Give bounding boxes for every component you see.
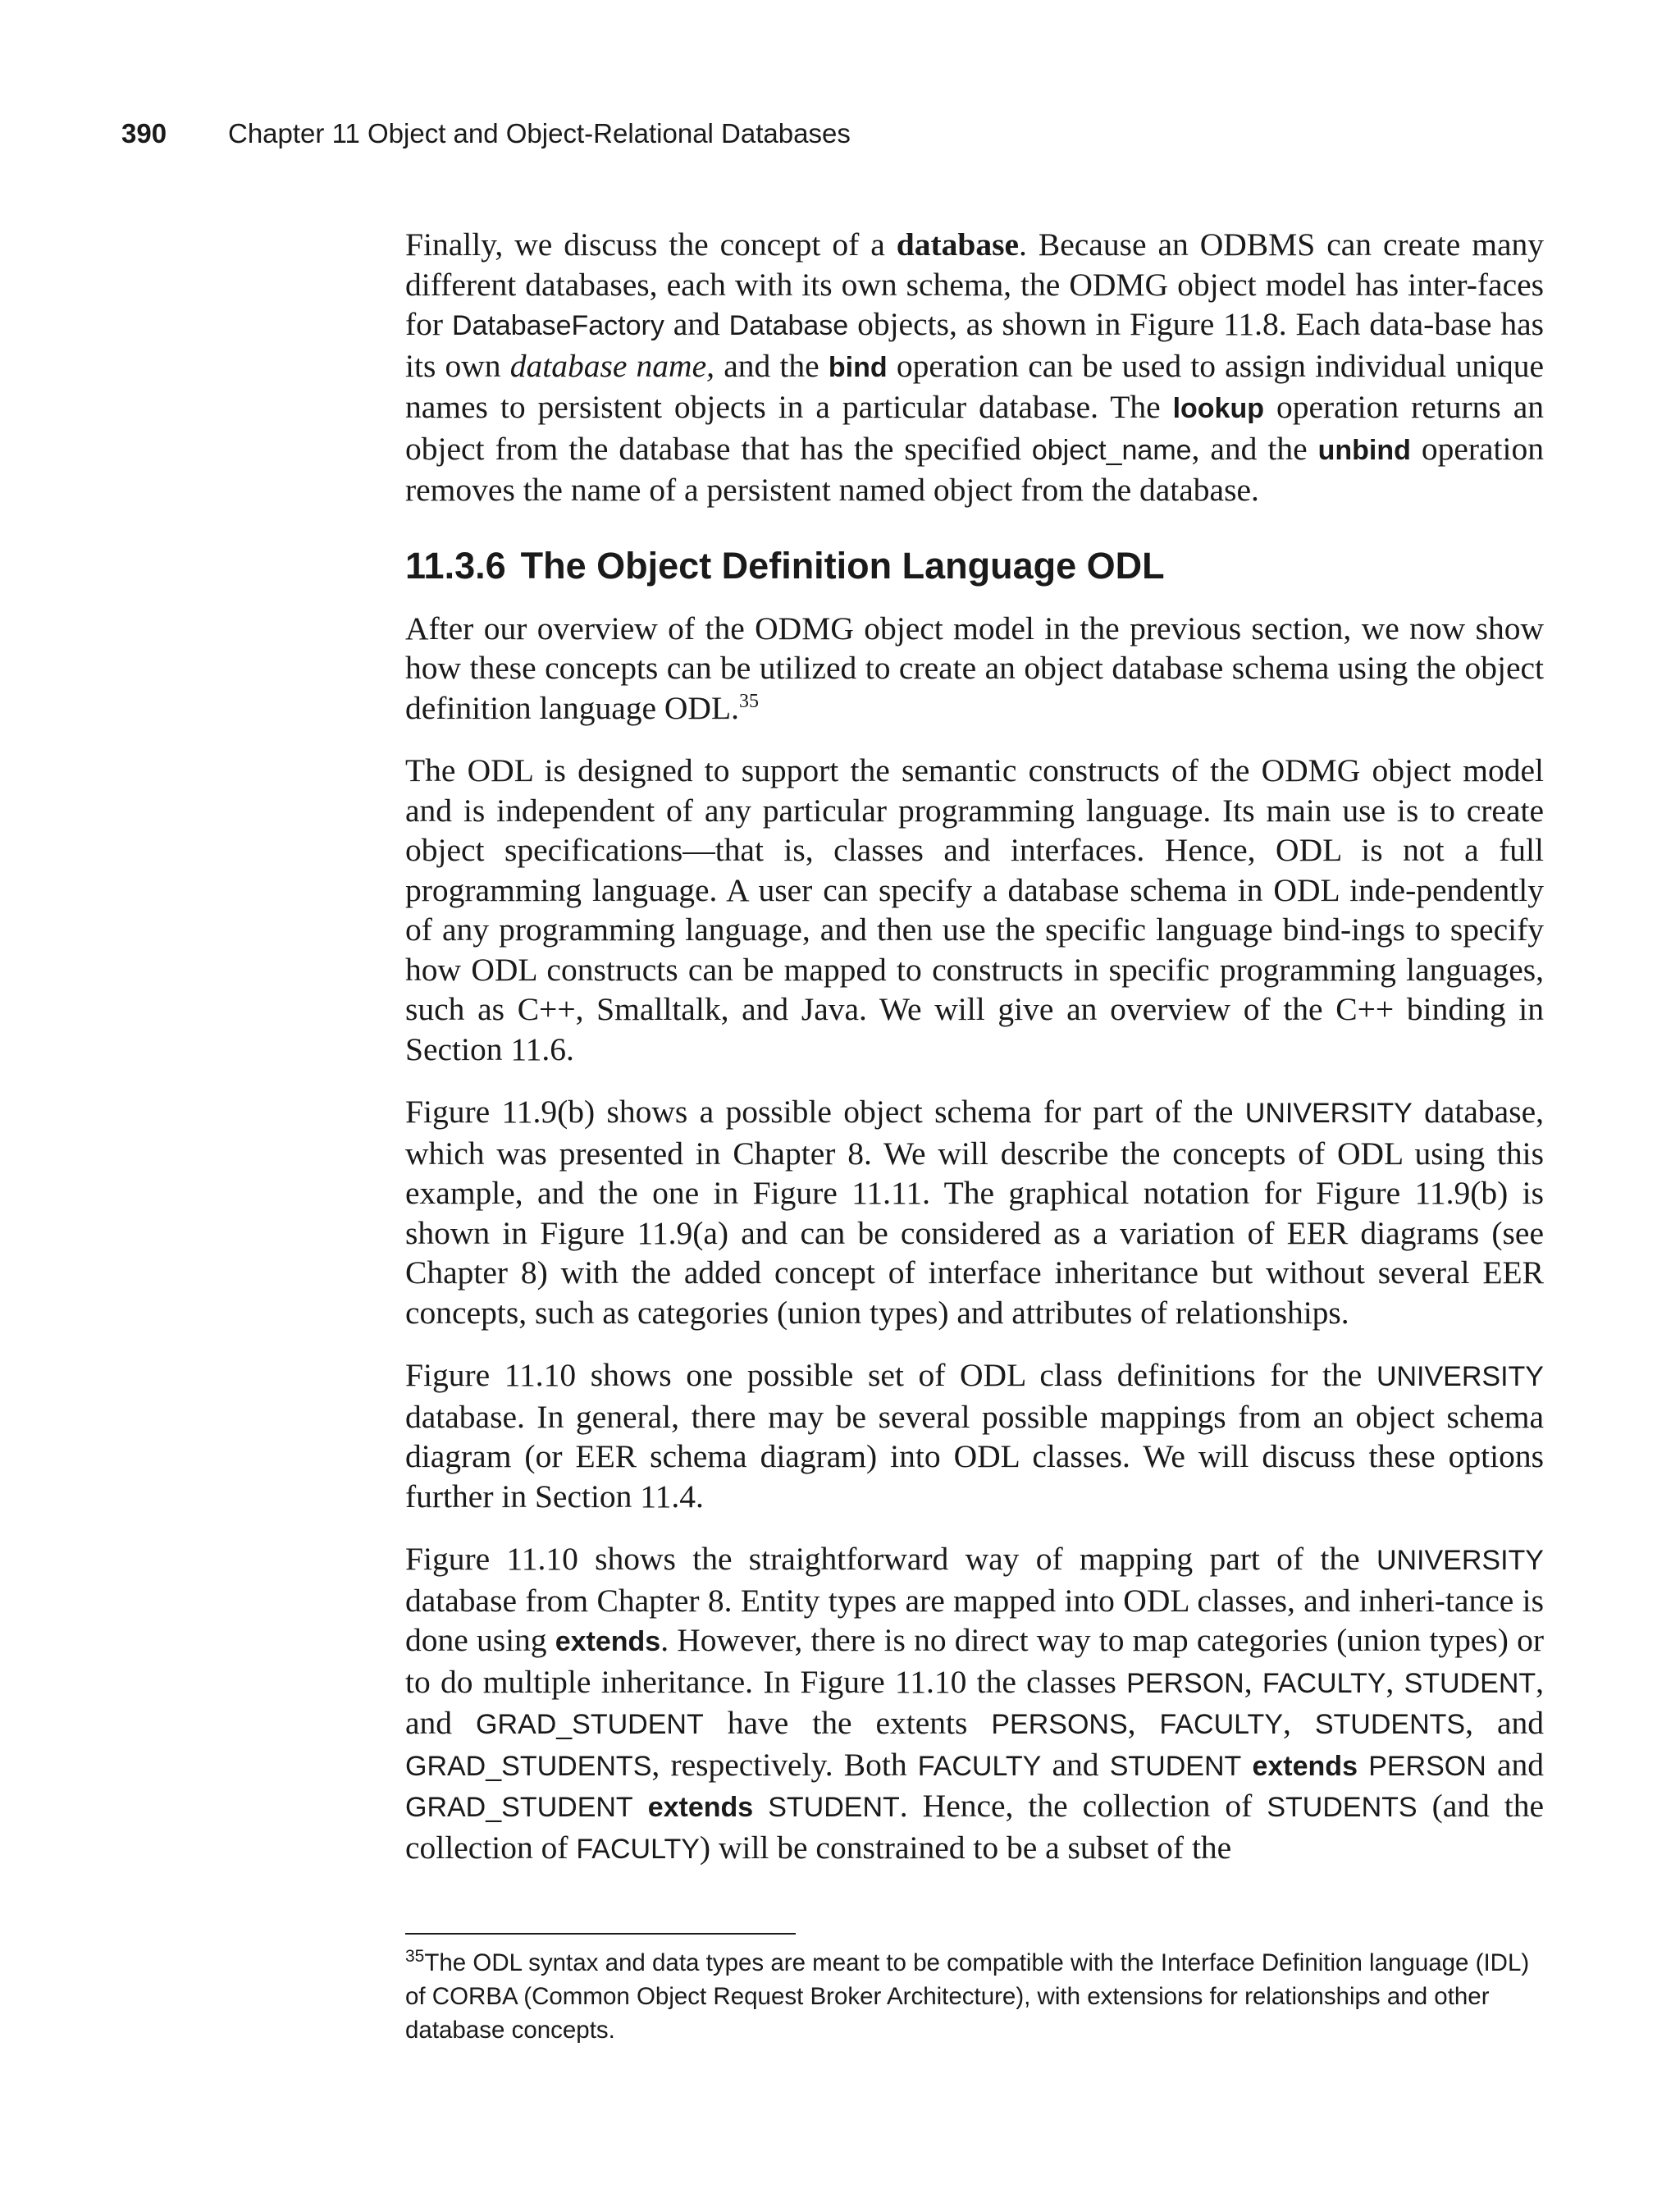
text-run: objects, as shown in Figure 11.8. Each data-base has its own — [405, 306, 1544, 384]
code-extends: extends — [647, 1792, 754, 1823]
code-person: PERSON — [1368, 1750, 1486, 1782]
footnote-rule — [405, 1933, 796, 1935]
text-run: and — [1041, 1746, 1110, 1783]
section-title: The Object Definition Language ODL — [520, 544, 1165, 587]
text-run: . Because an ODBMS can create many different databases, each with its own schema, the ODMG object model has inter-faces for — [405, 226, 1544, 342]
code-object-name: object_name — [1031, 434, 1192, 466]
text-run: , and the — [1191, 430, 1318, 467]
code-unbind: unbind — [1317, 434, 1411, 466]
term-database: database — [896, 226, 1020, 263]
code-lookup: lookup — [1172, 393, 1265, 424]
section-heading — [405, 545, 1544, 587]
text-run: database from Chapter 8. Entity types are mapped into ODL classes, and inheri-tance is done using — [405, 1582, 1544, 1658]
running-header — [121, 118, 851, 151]
footnote-ref: 35 — [738, 690, 759, 712]
main-column — [405, 225, 1544, 1892]
text-run: and — [1486, 1746, 1545, 1783]
code-university: UNIVERSITY — [1244, 1098, 1413, 1129]
code-extends: extends — [555, 1626, 661, 1657]
paragraph-figure-11-9 — [405, 1092, 1544, 1332]
text-run: database. In general, there may be several possible mappings from an object schema diagram (or EER schema diagram) into ODL classes. We will discuss these options further in Section 11.4. — [405, 1398, 1544, 1514]
text-run: ) will be constrained to be a subset of the — [699, 1829, 1232, 1866]
text-run: , and — [405, 1663, 1545, 1741]
text-run: database, which was presented in Chapter 8. We will describe the concepts of ODL using this example, and the one in Figure 11.11. The graphical notation for Figure 11.9(b) is shown in Figure 11.9(a) and can be considered as a variation of EER diagrams (see Chapter 8) with the added concept of interface inheritance but without several EER concepts, such as categories (union types) and attributes of relationships. — [405, 1094, 1544, 1331]
text-run: operation can be used to assign individual unique names to persistent objects in a particular database. The — [405, 347, 1545, 425]
text-run: . Hence, the collection of — [899, 1788, 1267, 1824]
code-grad-student: GRAD_STUDENT — [405, 1792, 633, 1823]
text-run: , — [1283, 1705, 1315, 1741]
paragraph-figure-11-10-a — [405, 1355, 1544, 1516]
code-bind: bind — [828, 351, 888, 383]
text-run: , — [1127, 1705, 1160, 1741]
code-database: Database — [728, 310, 849, 341]
text-run: . However, there is no direct way to map categories (union types) or to do multiple inheritance. In Figure 11.10 the classes — [405, 1622, 1544, 1700]
code-persons: PERSONS — [991, 1709, 1128, 1740]
code-faculty: FACULTY — [1262, 1667, 1386, 1699]
code-student: STUDENT — [1109, 1750, 1242, 1782]
text-run: , — [1244, 1663, 1262, 1700]
term-database-name: database name, — [509, 347, 714, 384]
paragraph-odl-design: The ODL is designed to support the semantic constructs of the ODMG object model and is independent of any particular programming language. Its main use is to create object specifications—that is, classes and interfaces. Hence, ODL is not a full programming language. A user can specify a database schema in ODL inde-pendently of any programming language, and then use the specific language bind-ings to specify how ODL constructs can be mapped to constructs in specific programming languages, such as C++, Smalltalk, and Java. We will give an overview of the C++ binding in Section 11.6. — [405, 752, 1544, 1067]
text-run: and — [664, 306, 729, 342]
code-person: PERSON — [1126, 1667, 1244, 1699]
code-student: STUDENT — [1404, 1667, 1536, 1699]
footnote-text: The ODL syntax and data types are meant to be compatible with the Interface Definition language (IDL) of CORBA (Common Object Request Broker Architecture), with extensions for relationships and other database concepts. — [405, 1949, 1530, 2044]
code-student: STUDENT — [768, 1792, 900, 1823]
text-run: operation removes the name of a persistent named object from the database. — [405, 430, 1544, 508]
text-run: , — [1386, 1663, 1404, 1700]
code-faculty: FACULTY — [576, 1833, 700, 1865]
paragraph-figure-11-10-b — [405, 1539, 1544, 1869]
text-run: , and — [1465, 1705, 1544, 1741]
section-number: 11.3.6 — [405, 544, 506, 587]
code-students: STUDENTS — [1267, 1792, 1418, 1823]
code-grad-student: GRAD_STUDENT — [476, 1709, 704, 1740]
paragraph-overview — [405, 609, 1544, 729]
code-university: UNIVERSITY — [1376, 1545, 1544, 1576]
code-database-factory: DatabaseFactory — [451, 310, 664, 341]
code-university: UNIVERSITY — [1376, 1361, 1544, 1392]
text-run: Figure 11.10 shows one possible set of ODL class definitions for the — [405, 1357, 1376, 1393]
footnote-number: 35 — [405, 1947, 425, 1967]
text-run: Finally, we discuss the concept of a — [405, 226, 897, 263]
text-run: After our overview of the ODMG object model in the previous section, we now show how these concepts can be utilized to create an object database schema using the object definition language ODL. — [405, 610, 1544, 726]
code-extends: extends — [1252, 1750, 1358, 1782]
page-number: 390 — [121, 118, 167, 148]
text-run: Figure 11.9(b) shows a possible object schema for part of the — [405, 1094, 1245, 1130]
text-run: operation returns an object from the database that has the specified — [405, 389, 1544, 467]
code-faculty: FACULTY — [1159, 1709, 1283, 1740]
paragraph-database — [405, 225, 1544, 510]
text-run: , respectively. Both — [651, 1746, 918, 1783]
code-grad-students: GRAD_STUDENTS — [405, 1750, 652, 1782]
text-run: have the extents — [703, 1705, 992, 1741]
text-run: Figure 11.10 shows the straightforward way of mapping part of the — [405, 1541, 1376, 1577]
text-run: and the — [714, 347, 829, 384]
footnote — [405, 1946, 1544, 2047]
code-students: STUDENTS — [1314, 1709, 1466, 1740]
text-run: (and the collection of — [405, 1788, 1545, 1866]
running-title: Chapter 11 Object and Object-Relational Databases — [228, 118, 851, 148]
code-faculty: FACULTY — [917, 1750, 1042, 1782]
